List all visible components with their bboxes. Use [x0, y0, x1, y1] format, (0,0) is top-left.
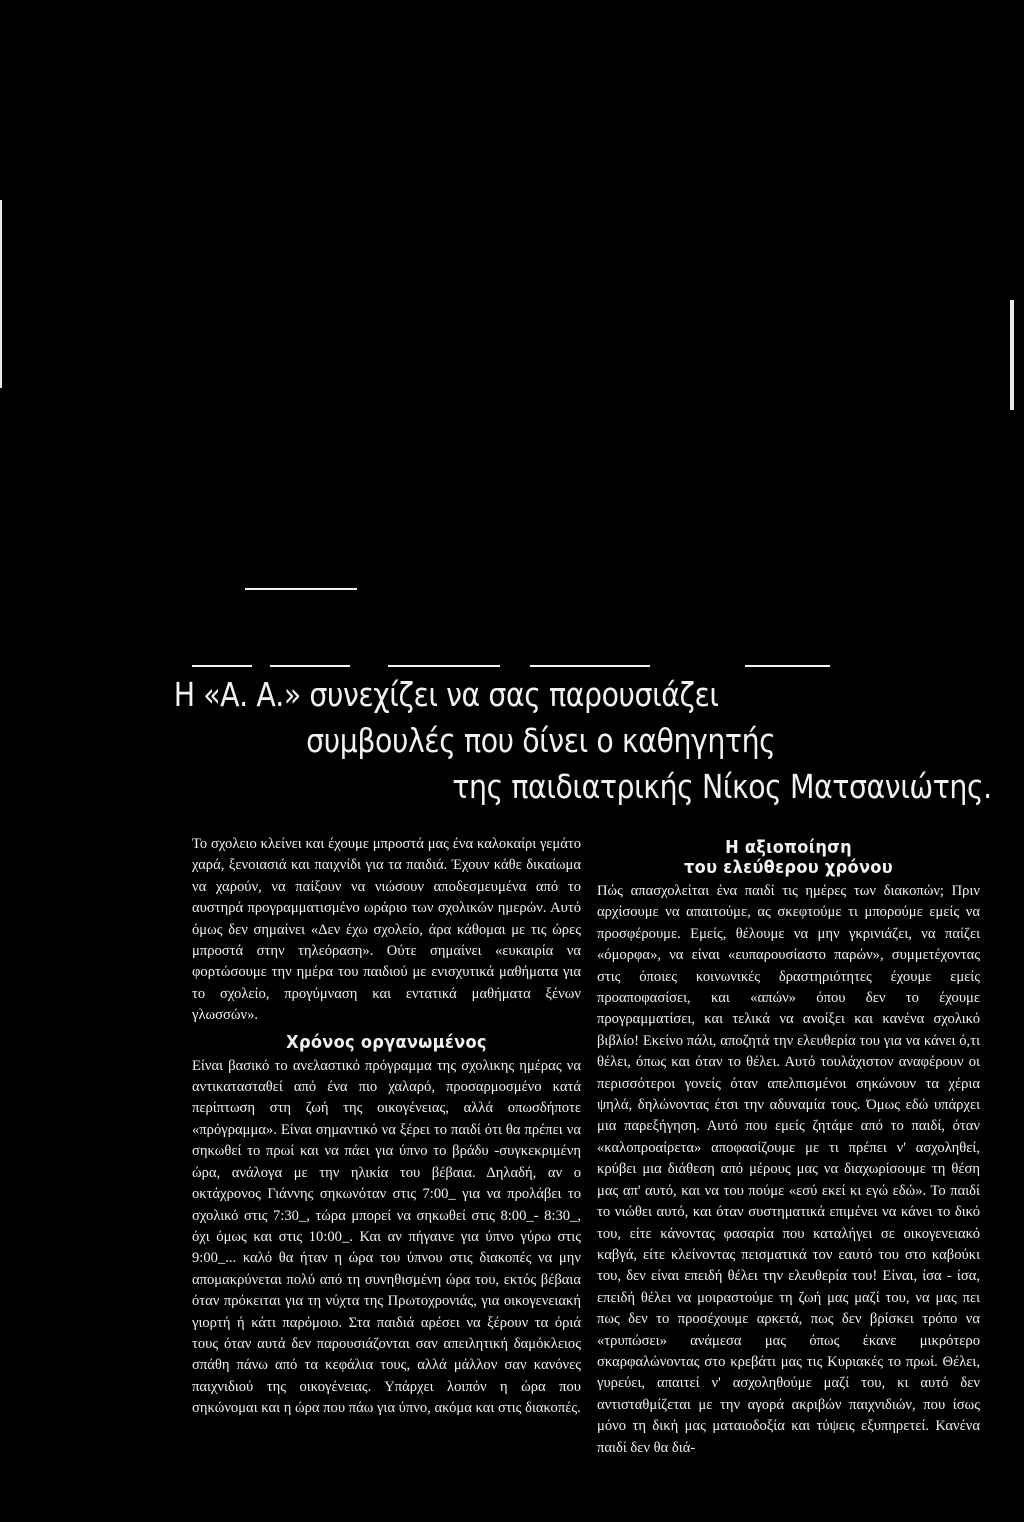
- header-rule-5: [745, 665, 830, 667]
- section-heading-organized-time: Χρόνος οργανωμένος: [286, 1031, 487, 1053]
- headline-line-3: της παιδιατρικής Νίκος Ματσανιώτης.: [452, 767, 992, 806]
- free-time-paragraph: Πώς απασχολείται ένα παιδί τις ημέρες των διακοπών; Πριν αρχίσουμε να απαιτούμε, ας σκεφτούμε τι μπορούμε εμείς να προσφέρουμε. Εμείς, θέλουμε να μην γκρινιάζει, να παίζει «όμορφα», να είναι «ευπαρουσίαστο παρών», συμμετέχοντας στις όποιες κοινωνικές δραστηριότητες έχουμε εμείς προαποφασίσει, και «απών» όπου δεν το έχουμε προγραμματίσει, και τελικά να ανοίξει και κανένα σχολικό βιβλίο! Εκείνο πάλι, αποζητά την ελευθερία του για να κάνει ό,τι θέλει, όπως και όταν το θέλει. Αυτό τουλάχιστον αναφέρουν οι περισσότεροι γονείς όταν απελπισμένοι σηκώνουν τα χέρια ψηλά, δηλώνοντας έτσι την αδυναμία τους. Όμως εδώ υπάρχει μια παρεξήγηση. Αυτό που εμείς ζητάμε από το παιδί, όταν «καλοπροαίρετα» αποφασίζουμε με τι πρέπει ν' ασχοληθεί, κρύβει μια διάθεση από μέρους μας να διαχωρίσουμε τη θέση μας απ' αυτό, και να του πούμε «εσύ εκεί κι εγώ εδώ». Το παιδί το νιώθει αυτό, και όταν συστηματικά επιμένει να κάνει το δικό του, είτε κάνοντας φασαρία που καταλήγει σε οικογενειακό καβγά, είτε κλείνοντας πεισματικά τον εαυτό του στο καβούκι του, δεν είναι επειδή θέλει την ελευθερία του! Είναι, ίσα - ίσα, επειδή θέλει να μοιραστούμε τη ζωή μας μαζί του, να μας πει πως δεν το προσέχουμε αρκετά, πως δεν βρίσκει τρόπο να «τρυπώσει» ανάμεσα μας όπως έκανε μικρότερο σκαρφαλώνοντας στο κρεβάτι μας τις Κυριακές το πρωί. Θέλει, γυρεύει, απαιτεί ν' ασχοληθούμε μαζί του, κι αυτό δεν αντισταθμίζεται με την αγορά ακριβών παιχνιδιών, που ίσως μόνο τη δική μας ματαιοδοξία και τύψεις εξυπηρετεί. Κανένα παιδί δεν θα διά-: [597, 883, 980, 1456]
- header-rule-4: [530, 665, 650, 667]
- organized-time-paragraph: Είναι βασικό το ανελαστικό πρόγραμμα της σχολικης ημέρας να αντικατασταθεί από ένα πιο χαλαρό, προσαρμοσμένο κατά περίπτωση στη ζωή της οικογένειας, αλλά οπωσδήποτε «πρόγραμμα». Είναι σημαντικό να ξέρει το παιδί ότι θα πρέπει να σηκωθεί το πρωί και να πάει για ύπνο το βράδυ -συγκεκριμένη ώρα, ανάλογα με την ηλικία του βέβαια. Δηλαδή, αν ο οκτάχρονος Γιάννης σηκωνόταν στις 7:00_ για να προλάβει το σχολικό στις 7:30_, τώρα μπορεί να σηκωθεί στις 8:00_- 8:30_, όχι όμως και στις 10:00_. Και αν πήγαινε για ύπνο γύρω στις 9:00_... καλό θα ήταν η ώρα του ύπνου στις διακοπές να μην απομακρύνεται πολύ από τη συνηθισμένη ώρα του, εκτός βέβαια όταν πρόκειται για τη νύχτα της Πρωτοχρονιάς, για οικογενειακή γιορτή ή κάτι παρόμοιο. Στα παιδιά αρέσει να ξέρουν τα όριά τους όταν αυτά δεν παρουσιάζονται σαν απειλητική δαμόκλειος σπάθη πάνω από τα κεφάλια τους, αλλά μάλλον σαν κανόνες παιχνιδιού της οικογένειας. Υπάρχει λοιπόν η ώρα που σηκώνομαι και η ώρα που πάω για ύπνο, ακόμα και στις διακοπές.: [192, 1057, 581, 1417]
- section-heading-free-time: [597, 838, 980, 878]
- scan-edge-mark-left: [0, 200, 2, 388]
- headline-line-2: συμβουλές που δίνει ο καθηγητής: [306, 721, 776, 760]
- intro-paragraph: Το σχολειο κλείνει και έχουμε μπροστά μας ένα καλοκαίρι γεμάτο χαρά, ξενοιασιά και παιχνίδι για τα παιδιά. Έχουν κάθε δικαίωμα να χαρούν, να παίξουν να νιώσουν αποδεσμευμένα από το αυστηρά προγραμματισμένο ωράριο των σχολικών ημερών. Αυτό όμως δεν σημαίνει «Δεν έχω σχολείο, άρα κάθομαι με τις ώρες μπροστά στην τηλεόραση». Ούτε σημαίνει «ευκαιρία να φορτώσουμε την ημέρα του παιδιού με ενισχυτικά μαθήματα για το σχολείο, προγύμναση και εντατικά μαθήματα ξένων γλωσσών».: [192, 836, 581, 1024]
- section-heading-free-time-line-2: του ελεύθερου χρόνου: [684, 857, 893, 878]
- header-rule-2: [270, 665, 350, 667]
- left-column: [192, 834, 581, 1420]
- scan-line: [245, 588, 357, 590]
- section-heading-free-time-line-1: Η αξιοποίηση: [725, 837, 852, 858]
- scan-edge-mark-right: [1010, 300, 1014, 410]
- right-column: [597, 838, 980, 1459]
- header-rule-1: [192, 665, 252, 667]
- header-rule-3: [388, 665, 500, 667]
- article-headline: [0, 672, 992, 810]
- headline-line-1: Η «Α. Α.» συνεχίζει να σας παρουσιάζει: [173, 675, 719, 714]
